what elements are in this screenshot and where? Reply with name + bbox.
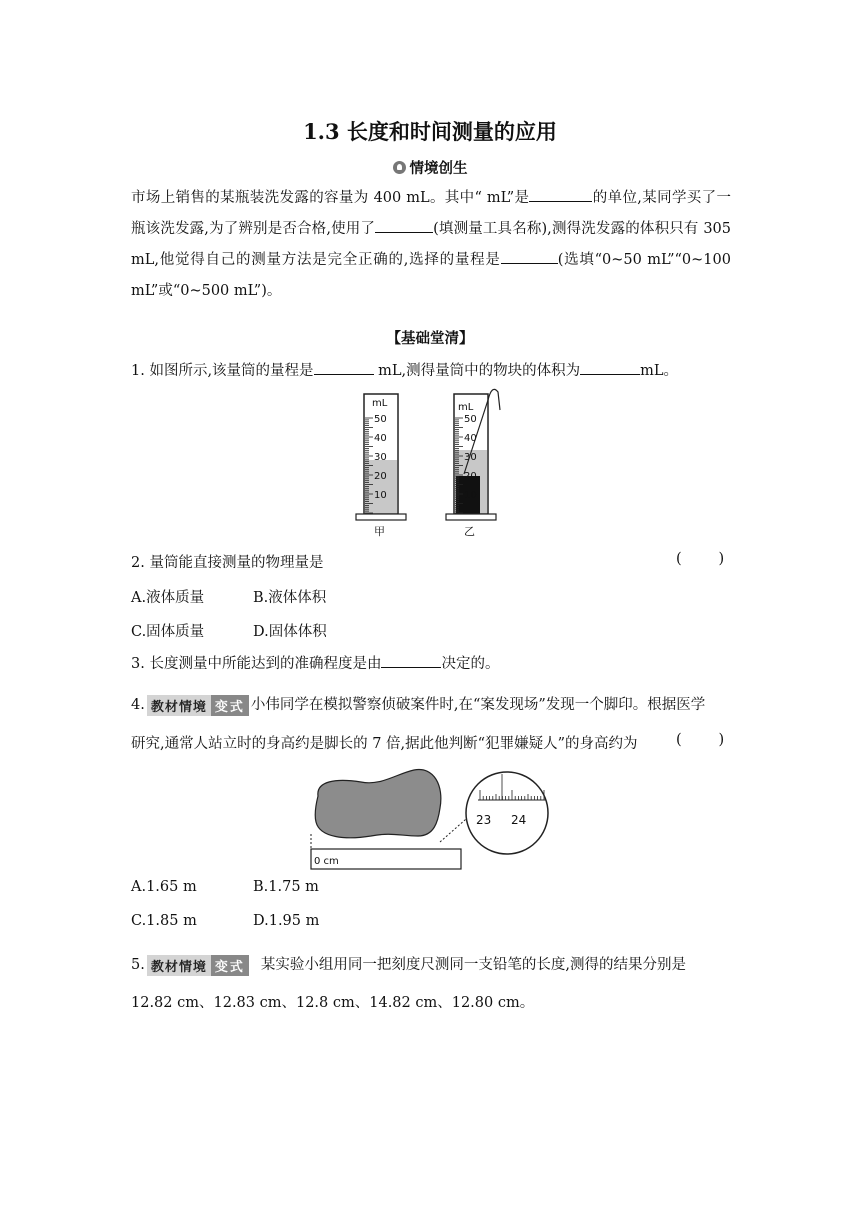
intro-paragraph: [131, 183, 731, 307]
basics-heading: 【基础堂清】: [386, 330, 474, 347]
ruler-start-label: 0 cm: [314, 856, 339, 867]
answer-parentheses[interactable]: ( ): [676, 732, 725, 748]
graduation-label: 50: [374, 414, 387, 425]
graduation-label: 10: [464, 490, 477, 501]
option-b[interactable]: B.液体体积: [253, 590, 327, 606]
q1-text-a: 1. 如图所示,该量筒的量程是: [131, 363, 314, 379]
graduation-label: 20: [374, 471, 387, 482]
graduated-cylinders-figure: [352, 388, 508, 540]
option-d[interactable]: D.固体体积: [253, 624, 327, 640]
q3-text-b: 决定的。: [441, 656, 500, 672]
option-c[interactable]: C.1.85 m: [131, 913, 197, 929]
answer-blank[interactable]: [580, 359, 640, 375]
answer-blank[interactable]: [375, 217, 433, 233]
answer-blank[interactable]: [314, 359, 374, 375]
q1-text-b: mL,测得量筒中的物块的体积为: [373, 363, 581, 379]
answer-blank[interactable]: [529, 186, 592, 202]
option-a[interactable]: A.液体质量: [131, 590, 205, 606]
q4-text-1: 小伟同学在模拟警察侦破案件时,在“案发现场”发现一个脚印。根据医学: [250, 697, 706, 713]
q3-text-a: 3. 长度测量中所能达到的准确程度是由: [131, 656, 382, 672]
question-2: [131, 551, 731, 572]
cylinder-jia: [356, 394, 406, 538]
question-4-line-2: [131, 732, 731, 753]
q5-text-2: 12.82 cm、12.83 cm、12.8 cm、14.82 cm、12.80 cm。: [131, 995, 535, 1011]
footprint-figure: [306, 756, 556, 874]
ruler-mark-23: 23: [476, 813, 492, 827]
q5-text-1: 某实验小组用同一把刻度尺测同一支铅笔的长度,测得的结果分别是: [260, 957, 686, 973]
q4-options-row-1: [131, 879, 319, 895]
option-a[interactable]: A.1.65 m: [131, 879, 197, 895]
q2-options-row-1: [131, 586, 327, 607]
option-d[interactable]: D.1.95 m: [253, 913, 320, 929]
ruler-mark-24: 24: [511, 813, 527, 827]
question-1: [131, 359, 678, 380]
answer-blank[interactable]: [501, 248, 558, 264]
intro-text-4: (选填“0~50 mL”“0~100 mL”或“0~500 mL”)。: [131, 252, 731, 299]
textbook-variant-tag: [147, 695, 249, 716]
tag-part-b: 变式: [211, 955, 249, 976]
lightbulb-icon: [393, 161, 406, 174]
cylinder-unit-label: mL: [458, 402, 474, 413]
graduation-label: 40: [374, 433, 387, 444]
q5-number: 5.: [131, 957, 145, 973]
q4-text-2: 研究,通常人站立时的身高约是脚长的 7 倍,据此他判断“犯罪嫌疑人”的身高约为: [131, 736, 638, 752]
answer-blank[interactable]: [381, 652, 441, 668]
graduation-label: 30: [374, 452, 387, 463]
q1-text-c: mL。: [640, 363, 679, 379]
textbook-variant-tag: [147, 955, 249, 976]
cylinder-yi: [446, 389, 500, 538]
q4-options-row-2: [131, 913, 320, 929]
question-5-line-2: [131, 991, 534, 1012]
page-title: 1.3 长度和时间测量的应用: [303, 119, 557, 144]
graduation-label: 20: [464, 471, 477, 482]
tag-part-a: 教材情境: [147, 955, 211, 976]
question-5: [131, 953, 686, 976]
q4-number: 4.: [131, 697, 145, 713]
question-4: [131, 693, 705, 716]
graduation-label: 50: [464, 414, 477, 425]
option-b[interactable]: B.1.75 m: [253, 879, 319, 895]
option-c[interactable]: C.固体质量: [131, 624, 205, 640]
footprint: [315, 769, 441, 837]
q2-text: 2. 量筒能直接测量的物理量是: [131, 555, 324, 571]
intro-text-1: 市场上销售的某瓶装洗发露的容量为 400 mL。其中“ mL”是: [131, 190, 530, 206]
q2-options-row-2: [131, 620, 327, 641]
tag-part-b: 变式: [211, 695, 249, 716]
cylinder-unit-label: mL: [372, 398, 388, 409]
graduation-label: 30: [464, 452, 477, 463]
intro-text-3: (填测量工具名称),测得洗发露的体积只有 305 mL,他觉得自己的测量方法是完全正确的,选择的量程是: [131, 221, 731, 268]
answer-parentheses[interactable]: ( ): [676, 551, 725, 567]
section-intro-label: 情境创生: [409, 161, 468, 177]
figure-label-jia: 甲: [374, 525, 385, 538]
intro-text-2: 的单位,某同学买了一瓶该洗发露,为了辨别是否合格,使用了: [131, 190, 732, 237]
figure-label-yi: 乙: [464, 525, 475, 538]
section-intro-heading: [0, 157, 860, 178]
tag-part-a: 教材情境: [147, 695, 211, 716]
graduation-label: 40: [464, 433, 477, 444]
question-3: [131, 652, 499, 673]
graduation-label: 10: [374, 490, 387, 501]
